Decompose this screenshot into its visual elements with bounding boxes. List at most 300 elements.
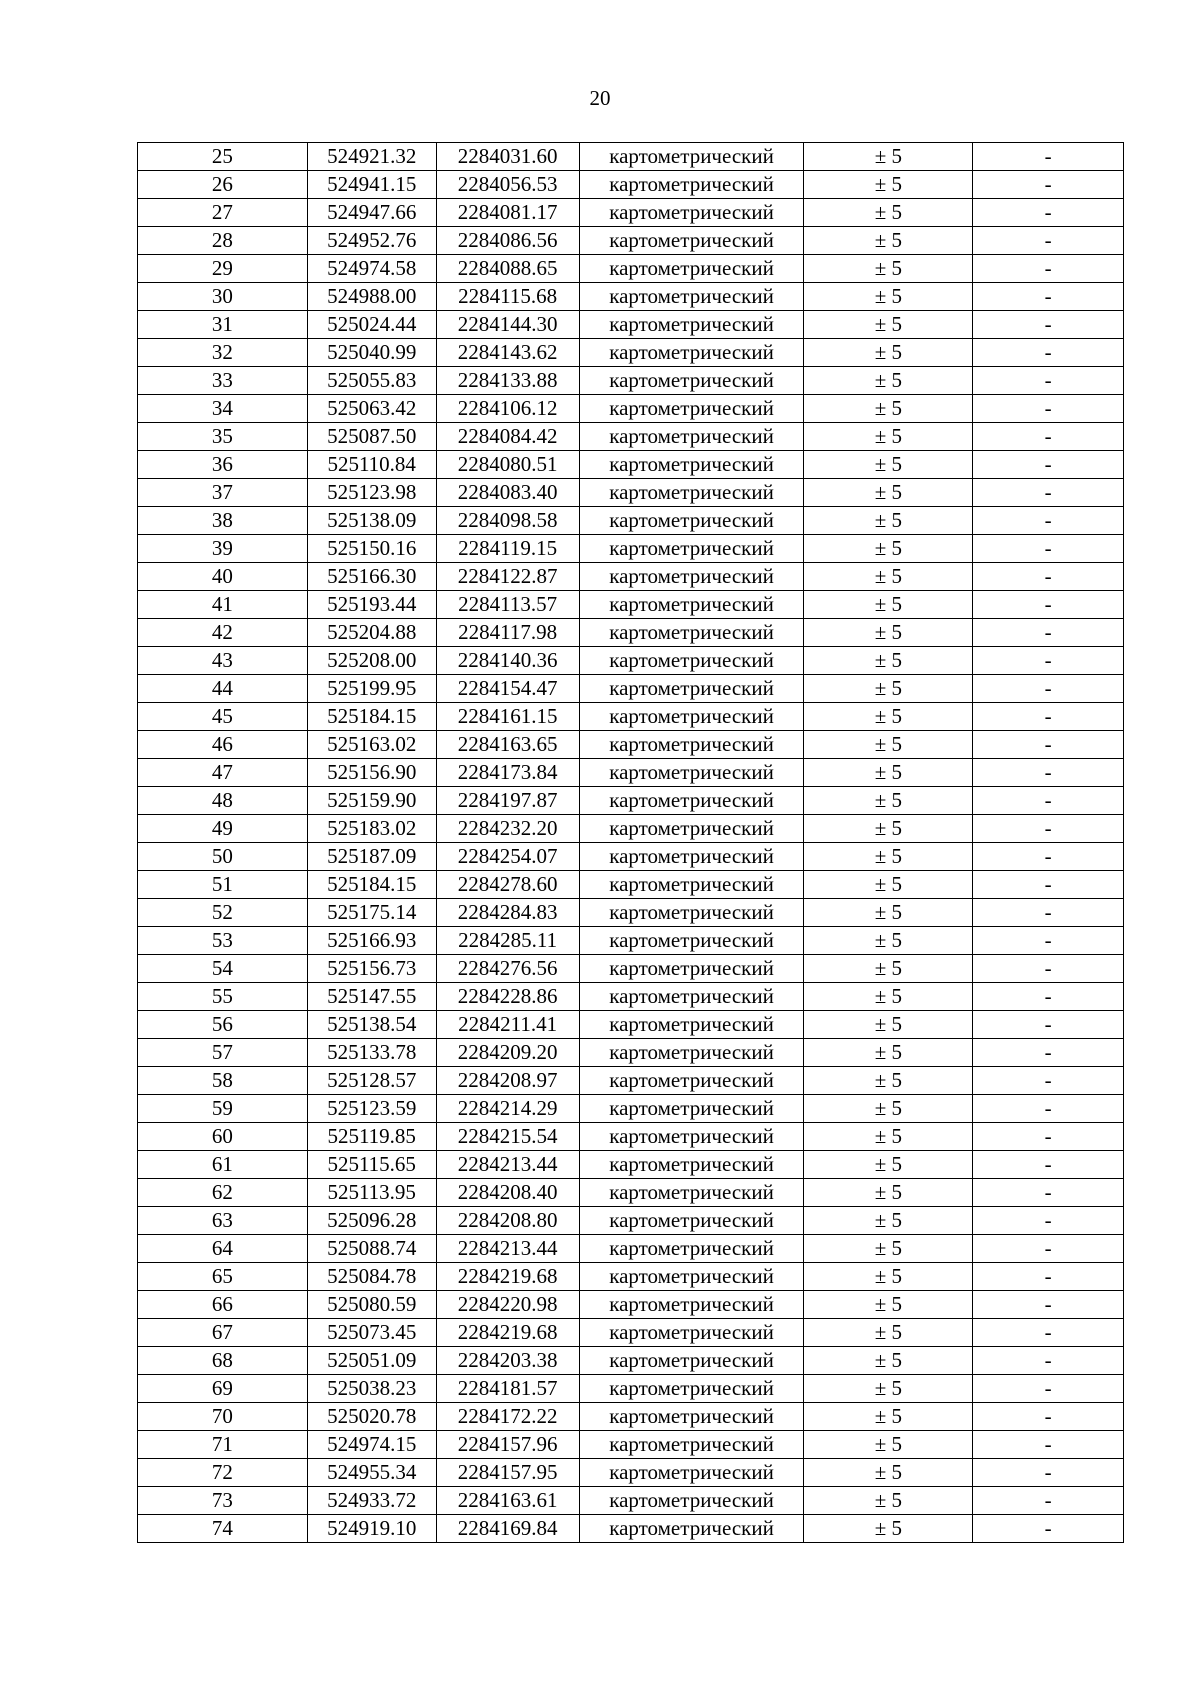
cell-extra: -	[973, 507, 1124, 535]
cell-method: картометрический	[579, 1011, 804, 1039]
table-row	[138, 1515, 1124, 1543]
cell-extra: -	[973, 927, 1124, 955]
table-row	[138, 171, 1124, 199]
cell-point-number: 72	[138, 1459, 308, 1487]
table-row	[138, 955, 1124, 983]
cell-extra: -	[973, 255, 1124, 283]
cell-method: картометрический	[579, 563, 804, 591]
cell-coordinate-x: 524941.15	[307, 171, 436, 199]
cell-point-number: 39	[138, 535, 308, 563]
cell-precision: ± 5	[804, 479, 973, 507]
cell-extra: -	[973, 1347, 1124, 1375]
cell-coordinate-x: 525183.02	[307, 815, 436, 843]
cell-precision: ± 5	[804, 1515, 973, 1543]
cell-method: картометрический	[579, 591, 804, 619]
cell-point-number: 69	[138, 1375, 308, 1403]
cell-method: картометрический	[579, 199, 804, 227]
cell-method: картометрический	[579, 843, 804, 871]
table-row	[138, 1095, 1124, 1123]
cell-method: картометрический	[579, 815, 804, 843]
table-row	[138, 675, 1124, 703]
table-row	[138, 339, 1124, 367]
cell-coordinate-y: 2284157.95	[436, 1459, 579, 1487]
cell-coordinate-x: 525166.93	[307, 927, 436, 955]
cell-method: картометрический	[579, 1067, 804, 1095]
cell-coordinate-y: 2284117.98	[436, 619, 579, 647]
cell-coordinate-x: 525040.99	[307, 339, 436, 367]
cell-extra: -	[973, 1459, 1124, 1487]
cell-extra: -	[973, 171, 1124, 199]
cell-method: картометрический	[579, 1431, 804, 1459]
cell-extra: -	[973, 1207, 1124, 1235]
cell-coordinate-x: 525150.16	[307, 535, 436, 563]
cell-coordinate-y: 2284169.84	[436, 1515, 579, 1543]
cell-method: картометрический	[579, 1151, 804, 1179]
cell-precision: ± 5	[804, 143, 973, 171]
cell-method: картометрический	[579, 311, 804, 339]
cell-extra: -	[973, 1095, 1124, 1123]
cell-precision: ± 5	[804, 451, 973, 479]
cell-coordinate-y: 2284084.42	[436, 423, 579, 451]
cell-point-number: 37	[138, 479, 308, 507]
cell-point-number: 63	[138, 1207, 308, 1235]
cell-coordinate-y: 2284140.36	[436, 647, 579, 675]
cell-coordinate-y: 2284056.53	[436, 171, 579, 199]
cell-precision: ± 5	[804, 311, 973, 339]
cell-precision: ± 5	[804, 1123, 973, 1151]
cell-method: картометрический	[579, 451, 804, 479]
table-row	[138, 283, 1124, 311]
cell-precision: ± 5	[804, 339, 973, 367]
cell-extra: -	[973, 1263, 1124, 1291]
table-row	[138, 815, 1124, 843]
table-row	[138, 311, 1124, 339]
cell-point-number: 57	[138, 1039, 308, 1067]
cell-method: картометрический	[579, 1039, 804, 1067]
cell-precision: ± 5	[804, 927, 973, 955]
cell-extra: -	[973, 1011, 1124, 1039]
cell-precision: ± 5	[804, 1319, 973, 1347]
cell-extra: -	[973, 731, 1124, 759]
table-row	[138, 1039, 1124, 1067]
cell-coordinate-y: 2284197.87	[436, 787, 579, 815]
cell-extra: -	[973, 339, 1124, 367]
cell-extra: -	[973, 759, 1124, 787]
cell-extra: -	[973, 983, 1124, 1011]
cell-method: картометрический	[579, 983, 804, 1011]
cell-method: картометрический	[579, 1403, 804, 1431]
table-row	[138, 1347, 1124, 1375]
cell-coordinate-x: 525147.55	[307, 983, 436, 1011]
cell-coordinate-x: 525084.78	[307, 1263, 436, 1291]
cell-method: картометрический	[579, 143, 804, 171]
cell-coordinate-y: 2284276.56	[436, 955, 579, 983]
cell-point-number: 42	[138, 619, 308, 647]
cell-method: картометрический	[579, 955, 804, 983]
cell-point-number: 48	[138, 787, 308, 815]
cell-method: картометрический	[579, 1179, 804, 1207]
cell-point-number: 35	[138, 423, 308, 451]
cell-precision: ± 5	[804, 563, 973, 591]
cell-point-number: 56	[138, 1011, 308, 1039]
cell-extra: -	[973, 591, 1124, 619]
cell-point-number: 28	[138, 227, 308, 255]
cell-point-number: 50	[138, 843, 308, 871]
table-row	[138, 1235, 1124, 1263]
cell-coordinate-x: 525113.95	[307, 1179, 436, 1207]
table-row	[138, 199, 1124, 227]
cell-coordinate-y: 2284143.62	[436, 339, 579, 367]
cell-precision: ± 5	[804, 647, 973, 675]
cell-extra: -	[973, 1151, 1124, 1179]
cell-point-number: 40	[138, 563, 308, 591]
table-row	[138, 1151, 1124, 1179]
cell-extra: -	[973, 1067, 1124, 1095]
cell-coordinate-x: 525166.30	[307, 563, 436, 591]
cell-coordinate-y: 2284228.86	[436, 983, 579, 1011]
cell-point-number: 70	[138, 1403, 308, 1431]
cell-point-number: 41	[138, 591, 308, 619]
cell-point-number: 46	[138, 731, 308, 759]
cell-extra: -	[973, 1319, 1124, 1347]
cell-coordinate-y: 2284208.97	[436, 1067, 579, 1095]
cell-coordinate-y: 2284209.20	[436, 1039, 579, 1067]
cell-coordinate-x: 525080.59	[307, 1291, 436, 1319]
cell-extra: -	[973, 1487, 1124, 1515]
cell-method: картометрический	[579, 283, 804, 311]
table-row	[138, 1375, 1124, 1403]
cell-coordinate-y: 2284154.47	[436, 675, 579, 703]
cell-precision: ± 5	[804, 619, 973, 647]
table-row	[138, 871, 1124, 899]
cell-coordinate-y: 2284080.51	[436, 451, 579, 479]
cell-method: картометрический	[579, 927, 804, 955]
cell-precision: ± 5	[804, 843, 973, 871]
cell-point-number: 73	[138, 1487, 308, 1515]
cell-coordinate-y: 2284213.44	[436, 1235, 579, 1263]
cell-coordinate-y: 2284088.65	[436, 255, 579, 283]
cell-precision: ± 5	[804, 1459, 973, 1487]
cell-coordinate-y: 2284161.15	[436, 703, 579, 731]
cell-precision: ± 5	[804, 731, 973, 759]
cell-method: картометрический	[579, 619, 804, 647]
cell-point-number: 74	[138, 1515, 308, 1543]
cell-coordinate-y: 2284215.54	[436, 1123, 579, 1151]
cell-extra: -	[973, 395, 1124, 423]
cell-point-number: 58	[138, 1067, 308, 1095]
cell-coordinate-y: 2284144.30	[436, 311, 579, 339]
cell-coordinate-y: 2284106.12	[436, 395, 579, 423]
table-row	[138, 255, 1124, 283]
cell-method: картометрический	[579, 703, 804, 731]
cell-coordinate-y: 2284219.68	[436, 1263, 579, 1291]
cell-point-number: 64	[138, 1235, 308, 1263]
cell-coordinate-y: 2284232.20	[436, 815, 579, 843]
cell-extra: -	[973, 451, 1124, 479]
cell-precision: ± 5	[804, 675, 973, 703]
cell-coordinate-x: 525123.59	[307, 1095, 436, 1123]
cell-method: картометрический	[579, 227, 804, 255]
cell-point-number: 67	[138, 1319, 308, 1347]
cell-coordinate-x: 525193.44	[307, 591, 436, 619]
cell-extra: -	[973, 619, 1124, 647]
cell-coordinate-x: 525156.73	[307, 955, 436, 983]
cell-point-number: 45	[138, 703, 308, 731]
cell-coordinate-y: 2284081.17	[436, 199, 579, 227]
cell-point-number: 51	[138, 871, 308, 899]
cell-point-number: 68	[138, 1347, 308, 1375]
cell-coordinate-x: 525038.23	[307, 1375, 436, 1403]
cell-extra: -	[973, 1235, 1124, 1263]
cell-coordinate-x: 525110.84	[307, 451, 436, 479]
page-number: 20	[589, 86, 611, 110]
cell-point-number: 29	[138, 255, 308, 283]
cell-method: картометрический	[579, 675, 804, 703]
cell-extra: -	[973, 1403, 1124, 1431]
table-row	[138, 647, 1124, 675]
cell-point-number: 52	[138, 899, 308, 927]
table-row	[138, 1207, 1124, 1235]
cell-method: картометрический	[579, 171, 804, 199]
cell-coordinate-x: 525138.09	[307, 507, 436, 535]
table-row	[138, 227, 1124, 255]
table-row	[138, 143, 1124, 171]
cell-point-number: 27	[138, 199, 308, 227]
cell-coordinate-x: 525051.09	[307, 1347, 436, 1375]
cell-coordinate-x: 525123.98	[307, 479, 436, 507]
cell-coordinate-x: 525199.95	[307, 675, 436, 703]
cell-method: картометрический	[579, 1319, 804, 1347]
cell-point-number: 71	[138, 1431, 308, 1459]
table-row	[138, 1263, 1124, 1291]
cell-coordinate-x: 525096.28	[307, 1207, 436, 1235]
cell-coordinate-y: 2284122.87	[436, 563, 579, 591]
cell-coordinate-y: 2284163.61	[436, 1487, 579, 1515]
table-row	[138, 507, 1124, 535]
cell-precision: ± 5	[804, 759, 973, 787]
cell-point-number: 32	[138, 339, 308, 367]
cell-precision: ± 5	[804, 1347, 973, 1375]
cell-precision: ± 5	[804, 227, 973, 255]
cell-extra: -	[973, 955, 1124, 983]
cell-extra: -	[973, 479, 1124, 507]
cell-coordinate-x: 525163.02	[307, 731, 436, 759]
cell-extra: -	[973, 283, 1124, 311]
table-row	[138, 367, 1124, 395]
cell-point-number: 30	[138, 283, 308, 311]
cell-method: картометрический	[579, 1207, 804, 1235]
cell-point-number: 38	[138, 507, 308, 535]
cell-coordinate-x: 525128.57	[307, 1067, 436, 1095]
cell-precision: ± 5	[804, 171, 973, 199]
cell-method: картометрический	[579, 731, 804, 759]
table-row	[138, 451, 1124, 479]
cell-extra: -	[973, 199, 1124, 227]
cell-precision: ± 5	[804, 1039, 973, 1067]
cell-precision: ± 5	[804, 871, 973, 899]
cell-precision: ± 5	[804, 283, 973, 311]
cell-method: картометрический	[579, 535, 804, 563]
cell-extra: -	[973, 1291, 1124, 1319]
cell-coordinate-x: 525208.00	[307, 647, 436, 675]
cell-precision: ± 5	[804, 1431, 973, 1459]
table-row	[138, 479, 1124, 507]
cell-coordinate-y: 2284278.60	[436, 871, 579, 899]
cell-coordinate-y: 2284211.41	[436, 1011, 579, 1039]
cell-method: картометрический	[579, 479, 804, 507]
cell-coordinate-x: 524933.72	[307, 1487, 436, 1515]
cell-point-number: 33	[138, 367, 308, 395]
cell-point-number: 53	[138, 927, 308, 955]
cell-precision: ± 5	[804, 983, 973, 1011]
cell-point-number: 54	[138, 955, 308, 983]
table-row	[138, 395, 1124, 423]
cell-coordinate-x: 525119.85	[307, 1123, 436, 1151]
table-row	[138, 759, 1124, 787]
table-row	[138, 1431, 1124, 1459]
cell-precision: ± 5	[804, 1207, 973, 1235]
cell-point-number: 47	[138, 759, 308, 787]
cell-precision: ± 5	[804, 507, 973, 535]
cell-method: картометрический	[579, 787, 804, 815]
cell-point-number: 62	[138, 1179, 308, 1207]
cell-coordinate-y: 2284133.88	[436, 367, 579, 395]
table-row	[138, 1123, 1124, 1151]
cell-point-number: 55	[138, 983, 308, 1011]
cell-method: картометрический	[579, 1291, 804, 1319]
cell-coordinate-y: 2284285.11	[436, 927, 579, 955]
cell-coordinate-y: 2284086.56	[436, 227, 579, 255]
table-row	[138, 983, 1124, 1011]
cell-precision: ± 5	[804, 1487, 973, 1515]
table-row	[138, 1291, 1124, 1319]
cell-precision: ± 5	[804, 1263, 973, 1291]
cell-precision: ± 5	[804, 591, 973, 619]
cell-extra: -	[973, 1179, 1124, 1207]
cell-coordinate-x: 525159.90	[307, 787, 436, 815]
cell-method: картометрический	[579, 1375, 804, 1403]
cell-coordinate-x: 525133.78	[307, 1039, 436, 1067]
cell-coordinate-y: 2284083.40	[436, 479, 579, 507]
cell-coordinate-y: 2284219.68	[436, 1319, 579, 1347]
cell-precision: ± 5	[804, 815, 973, 843]
cell-coordinate-x: 525063.42	[307, 395, 436, 423]
table-row	[138, 731, 1124, 759]
cell-coordinate-y: 2284208.80	[436, 1207, 579, 1235]
table-row	[138, 619, 1124, 647]
cell-extra: -	[973, 815, 1124, 843]
cell-point-number: 49	[138, 815, 308, 843]
cell-method: картометрический	[579, 647, 804, 675]
cell-coordinate-x: 525204.88	[307, 619, 436, 647]
cell-precision: ± 5	[804, 199, 973, 227]
cell-extra: -	[973, 843, 1124, 871]
cell-coordinate-x: 524952.76	[307, 227, 436, 255]
cell-extra: -	[973, 311, 1124, 339]
cell-coordinate-x: 525024.44	[307, 311, 436, 339]
table-row	[138, 1011, 1124, 1039]
cell-coordinate-y: 2284031.60	[436, 143, 579, 171]
cell-point-number: 59	[138, 1095, 308, 1123]
table-row	[138, 1487, 1124, 1515]
cell-precision: ± 5	[804, 1067, 973, 1095]
cell-extra: -	[973, 143, 1124, 171]
cell-coordinate-y: 2284163.65	[436, 731, 579, 759]
cell-precision: ± 5	[804, 1403, 973, 1431]
cell-extra: -	[973, 647, 1124, 675]
cell-coordinate-x: 525156.90	[307, 759, 436, 787]
table-row	[138, 1067, 1124, 1095]
cell-method: картометрический	[579, 759, 804, 787]
coordinates-table-body	[138, 143, 1124, 1543]
cell-extra: -	[973, 227, 1124, 255]
cell-extra: -	[973, 1431, 1124, 1459]
cell-point-number: 44	[138, 675, 308, 703]
cell-precision: ± 5	[804, 1235, 973, 1263]
cell-point-number: 31	[138, 311, 308, 339]
cell-extra: -	[973, 1123, 1124, 1151]
cell-extra: -	[973, 563, 1124, 591]
cell-method: картометрический	[579, 339, 804, 367]
cell-method: картометрический	[579, 395, 804, 423]
cell-method: картометрический	[579, 1263, 804, 1291]
cell-coordinate-x: 525087.50	[307, 423, 436, 451]
cell-precision: ± 5	[804, 703, 973, 731]
cell-precision: ± 5	[804, 1179, 973, 1207]
cell-precision: ± 5	[804, 955, 973, 983]
cell-coordinate-y: 2284203.38	[436, 1347, 579, 1375]
cell-coordinate-x: 524947.66	[307, 199, 436, 227]
cell-method: картометрический	[579, 1235, 804, 1263]
cell-extra: -	[973, 787, 1124, 815]
cell-precision: ± 5	[804, 1011, 973, 1039]
cell-point-number: 66	[138, 1291, 308, 1319]
cell-coordinate-x: 524974.58	[307, 255, 436, 283]
cell-precision: ± 5	[804, 395, 973, 423]
table-row	[138, 535, 1124, 563]
cell-method: картометрический	[579, 1123, 804, 1151]
cell-point-number: 43	[138, 647, 308, 675]
cell-coordinate-y: 2284220.98	[436, 1291, 579, 1319]
cell-coordinate-y: 2284181.57	[436, 1375, 579, 1403]
cell-coordinate-x: 524919.10	[307, 1515, 436, 1543]
cell-method: картометрический	[579, 423, 804, 451]
cell-precision: ± 5	[804, 423, 973, 451]
cell-point-number: 34	[138, 395, 308, 423]
cell-precision: ± 5	[804, 899, 973, 927]
cell-extra: -	[973, 675, 1124, 703]
cell-extra: -	[973, 871, 1124, 899]
cell-point-number: 26	[138, 171, 308, 199]
cell-coordinate-y: 2284213.44	[436, 1151, 579, 1179]
cell-coordinate-x: 525055.83	[307, 367, 436, 395]
cell-point-number: 36	[138, 451, 308, 479]
cell-coordinate-y: 2284119.15	[436, 535, 579, 563]
cell-extra: -	[973, 1375, 1124, 1403]
cell-precision: ± 5	[804, 1375, 973, 1403]
cell-extra: -	[973, 535, 1124, 563]
cell-coordinate-x: 525020.78	[307, 1403, 436, 1431]
cell-precision: ± 5	[804, 1291, 973, 1319]
cell-method: картометрический	[579, 1515, 804, 1543]
cell-coordinate-x: 525115.65	[307, 1151, 436, 1179]
cell-coordinate-y: 2284098.58	[436, 507, 579, 535]
cell-coordinate-y: 2284113.57	[436, 591, 579, 619]
table-row	[138, 927, 1124, 955]
cell-extra: -	[973, 367, 1124, 395]
cell-point-number: 65	[138, 1263, 308, 1291]
cell-coordinate-x: 525184.15	[307, 703, 436, 731]
